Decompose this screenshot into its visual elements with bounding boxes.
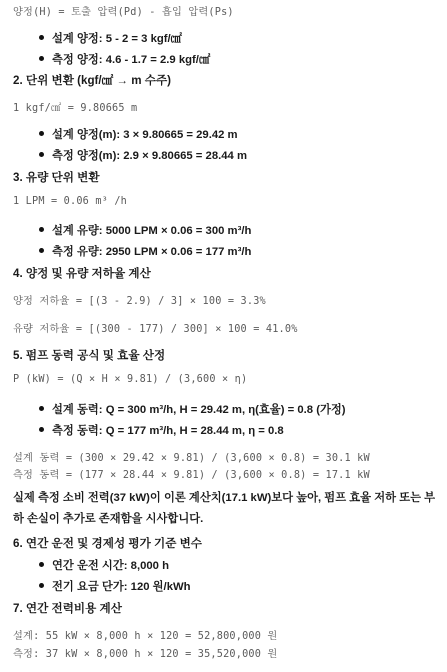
list-item: 측정 양정: 4.6 - 1.7 = 2.9 kgf/㎠ [52, 51, 210, 67]
power-formula: P (kW) = (Q × H × 9.81) / (3,600 × η) [13, 374, 248, 385]
measured-cost-calc: 측정: 37 kW × 8,000 h × 120 = 35,520,000 원 [13, 649, 278, 660]
bullet-icon [39, 35, 44, 40]
head-formula: 양정(H) = 토출 압력(Pd) - 흡입 압력(Ps) [13, 7, 234, 18]
bullet-icon [39, 406, 44, 411]
bullet-icon [39, 427, 44, 432]
section-heading-cost: 7. 연간 전력비용 계산 [13, 602, 122, 615]
bullet-icon [39, 248, 44, 253]
analysis-paragraph: 실제 측정 소비 전력(37 kW)이 이론 계산치(17.1 kW)보다 높아, 펌프 효율 저하 또는 부하 손실이 추가로 존재함을 시사합니다. [13, 492, 436, 525]
design-power-calc: 설계 동력 = (300 × 29.42 × 9.81) / (3,600 × 0.8) = 30.1 kW [13, 453, 370, 464]
list-item: 측정 양정(m): 2.9 × 9.80665 = 28.44 m [52, 147, 247, 163]
unit-formula: 1 kgf/㎠ = 9.80665 m [13, 103, 138, 114]
section-heading-annual: 6. 연간 운전 및 경제성 평가 기준 변수 [13, 537, 203, 550]
list-item: 전기 요금 단가: 120 원/kWh [52, 578, 191, 594]
bullet-icon [39, 152, 44, 157]
section-heading-power: 5. 펌프 동력 공식 및 효율 산정 [13, 349, 166, 362]
list-item: 설계 양정(m): 3 × 9.80665 = 29.42 m [52, 126, 238, 142]
flow-reduction-formula: 유량 저하율 = [(300 - 177) / 300] × 100 = 41.0% [13, 324, 298, 335]
head-reduction-formula: 양정 저하율 = [(3 - 2.9) / 3] × 100 = 3.3% [13, 296, 266, 307]
section-heading-unit-conversion: 2. 단위 변환 (kgf/㎠ → m 수주) [13, 74, 172, 87]
list-item: 설계 양정: 5 - 2 = 3 kgf/㎠ [52, 30, 182, 46]
list-item: 측정 동력: Q = 177 m³/h, H = 28.44 m, η = 0.8 [52, 422, 284, 438]
list-item: 연간 운전 시간: 8,000 h [52, 557, 169, 573]
list-item: 설계 유량: 5000 LPM × 0.06 = 300 m³/h [52, 222, 251, 238]
flow-formula: 1 LPM = 0.06 m³ /h [13, 196, 128, 207]
design-cost-calc: 설계: 55 kW × 8,000 h × 120 = 52,800,000 원 [13, 631, 278, 642]
section-heading-reduction: 4. 양정 및 유량 저하율 계산 [13, 267, 151, 280]
bullet-icon [39, 131, 44, 136]
bullet-icon [39, 562, 44, 567]
list-item: 측정 유량: 2950 LPM × 0.06 = 177 m³/h [52, 243, 251, 259]
bullet-icon [39, 583, 44, 588]
bullet-icon [39, 227, 44, 232]
section-heading-flow-conversion: 3. 유량 단위 변환 [13, 171, 100, 184]
bullet-icon [39, 56, 44, 61]
measured-power-calc: 측정 동력 = (177 × 28.44 × 9.81) / (3,600 × 0.8) = 17.1 kW [13, 470, 370, 481]
list-item: 설계 동력: Q = 300 m³/h, H = 29.42 m, η(효율) = 0.8 (가정) [52, 401, 346, 417]
